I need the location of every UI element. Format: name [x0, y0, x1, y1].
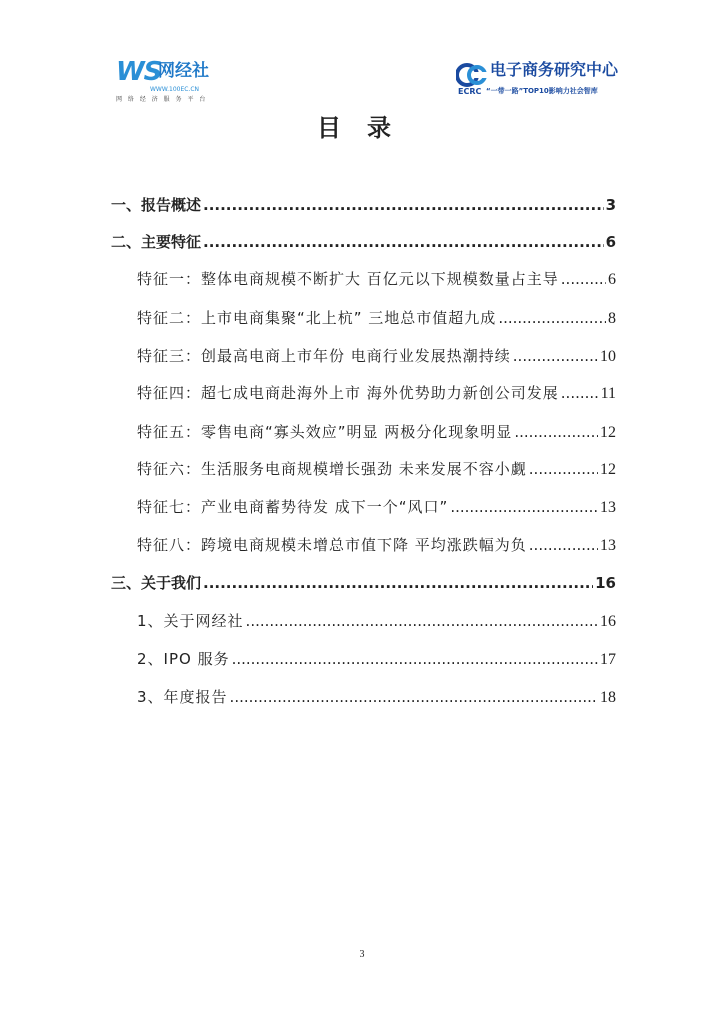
- toc-entry-feature-1[interactable]: [137, 268, 616, 290]
- toc-entry-label: 一、报告概述: [111, 196, 202, 214]
- toc-entry-label: 特征七：产业电商蓄势待发 成下一个“风口”: [137, 498, 449, 516]
- ecrc-subtitle: “一带一路”TOP10影响力社会智库: [486, 87, 598, 95]
- toc-entry-page: 13: [600, 499, 616, 516]
- toc-entry-feature-4[interactable]: [137, 382, 616, 404]
- toc-entry-page: 12: [600, 424, 616, 441]
- toc-leader: [561, 268, 606, 290]
- toc-entry-ipo-service[interactable]: [137, 648, 616, 670]
- toc-entry-label: 特征一：整体电商规模不断扩大 百亿元以下规模数量占主导: [137, 270, 559, 288]
- toc-entry-label: 2、IPO 服务: [137, 650, 230, 668]
- toc-entry-feature-8[interactable]: [137, 534, 616, 556]
- ecrc-abbr: ECRC: [458, 87, 482, 96]
- toc-leader: [529, 458, 598, 480]
- toc-entry-page: 8: [608, 310, 616, 327]
- toc-entry-feature-7[interactable]: [137, 496, 616, 518]
- page-header: [0, 0, 724, 110]
- toc-entry-overview[interactable]: [111, 194, 616, 216]
- toc-leader: [230, 686, 598, 708]
- page-number: 3: [359, 949, 365, 960]
- toc-entry-feature-5[interactable]: [137, 421, 616, 443]
- toc-entry-page: 6: [608, 271, 616, 288]
- toc-entry-label: 特征五：零售电商“寡头效应”明显 两极分化现象明显: [137, 423, 513, 441]
- toc-entry-label: 特征六：生活服务电商规模增长强劲 未来发展不容小觑: [137, 460, 527, 478]
- wangjingshe-name: 网经社: [158, 61, 209, 81]
- toc-entry-label: 特征八：跨境电商规模未增总市值下降 平均涨跌幅为负: [137, 536, 527, 554]
- toc-entry-feature-6[interactable]: [137, 458, 616, 480]
- ecrc-emblem-icon: [456, 62, 488, 88]
- toc-entry-label: 3、年度报告: [137, 688, 228, 706]
- toc-entry-page: 16: [595, 574, 616, 592]
- toc-entry-label: 特征二：上市电商集聚“北上杭” 三地总市值超九成: [137, 309, 497, 327]
- toc-entry-page: 17: [600, 651, 616, 668]
- toc-leader: [246, 610, 598, 632]
- toc-leader: [450, 496, 598, 518]
- toc-entry-label: 1、关于网经社: [137, 612, 244, 630]
- toc-entry-page: 11: [600, 385, 616, 402]
- wangjingshe-url: WWW.100EC.CN: [150, 86, 200, 93]
- toc-entry-feature-2[interactable]: [137, 307, 616, 329]
- toc-leader: [561, 382, 599, 404]
- toc-leader: [513, 345, 598, 367]
- toc-entry-page: 3: [605, 196, 616, 214]
- toc-leader: [232, 648, 598, 670]
- toc-entry-label: 三、关于我们: [111, 574, 202, 592]
- toc-entry-page: 6: [605, 233, 616, 251]
- ecrc-logo: [456, 60, 619, 100]
- toc-entry-annual-report[interactable]: [137, 686, 616, 708]
- toc-entry-about-us[interactable]: [111, 572, 616, 594]
- toc-entry-main-features[interactable]: [111, 231, 616, 253]
- toc-entry-label: 二、主要特征: [111, 233, 202, 251]
- toc-leader: [514, 421, 598, 443]
- ws-logo-mark: WS: [116, 57, 162, 87]
- toc-entry-feature-3[interactable]: [137, 345, 616, 367]
- toc-leader: [529, 534, 598, 556]
- wangjingshe-logo: [116, 57, 246, 103]
- toc-entry-about-wangjingshe[interactable]: [137, 610, 616, 632]
- toc-entry-label: 特征三：创最高电商上市年份 电商行业发展热潮持续: [137, 347, 511, 365]
- toc-entry-page: 18: [600, 689, 616, 706]
- toc-leader: [203, 572, 593, 594]
- toc-title: 目录: [317, 113, 417, 142]
- toc-entry-page: 13: [600, 537, 616, 554]
- toc-entry-page: 12: [600, 461, 616, 478]
- toc-entry-page: 10: [600, 348, 616, 365]
- toc-leader: [498, 307, 606, 329]
- toc-entry-page: 16: [600, 613, 616, 630]
- toc-leader: [203, 194, 604, 216]
- wangjingshe-tagline: 网 络 经 济 服 务 平 台: [116, 96, 208, 103]
- ecrc-title: 电子商务研究中心: [490, 60, 619, 79]
- toc-entry-label: 特征四：超七成电商赴海外上市 海外优势助力新创公司发展: [137, 384, 559, 402]
- toc-leader: [203, 231, 604, 253]
